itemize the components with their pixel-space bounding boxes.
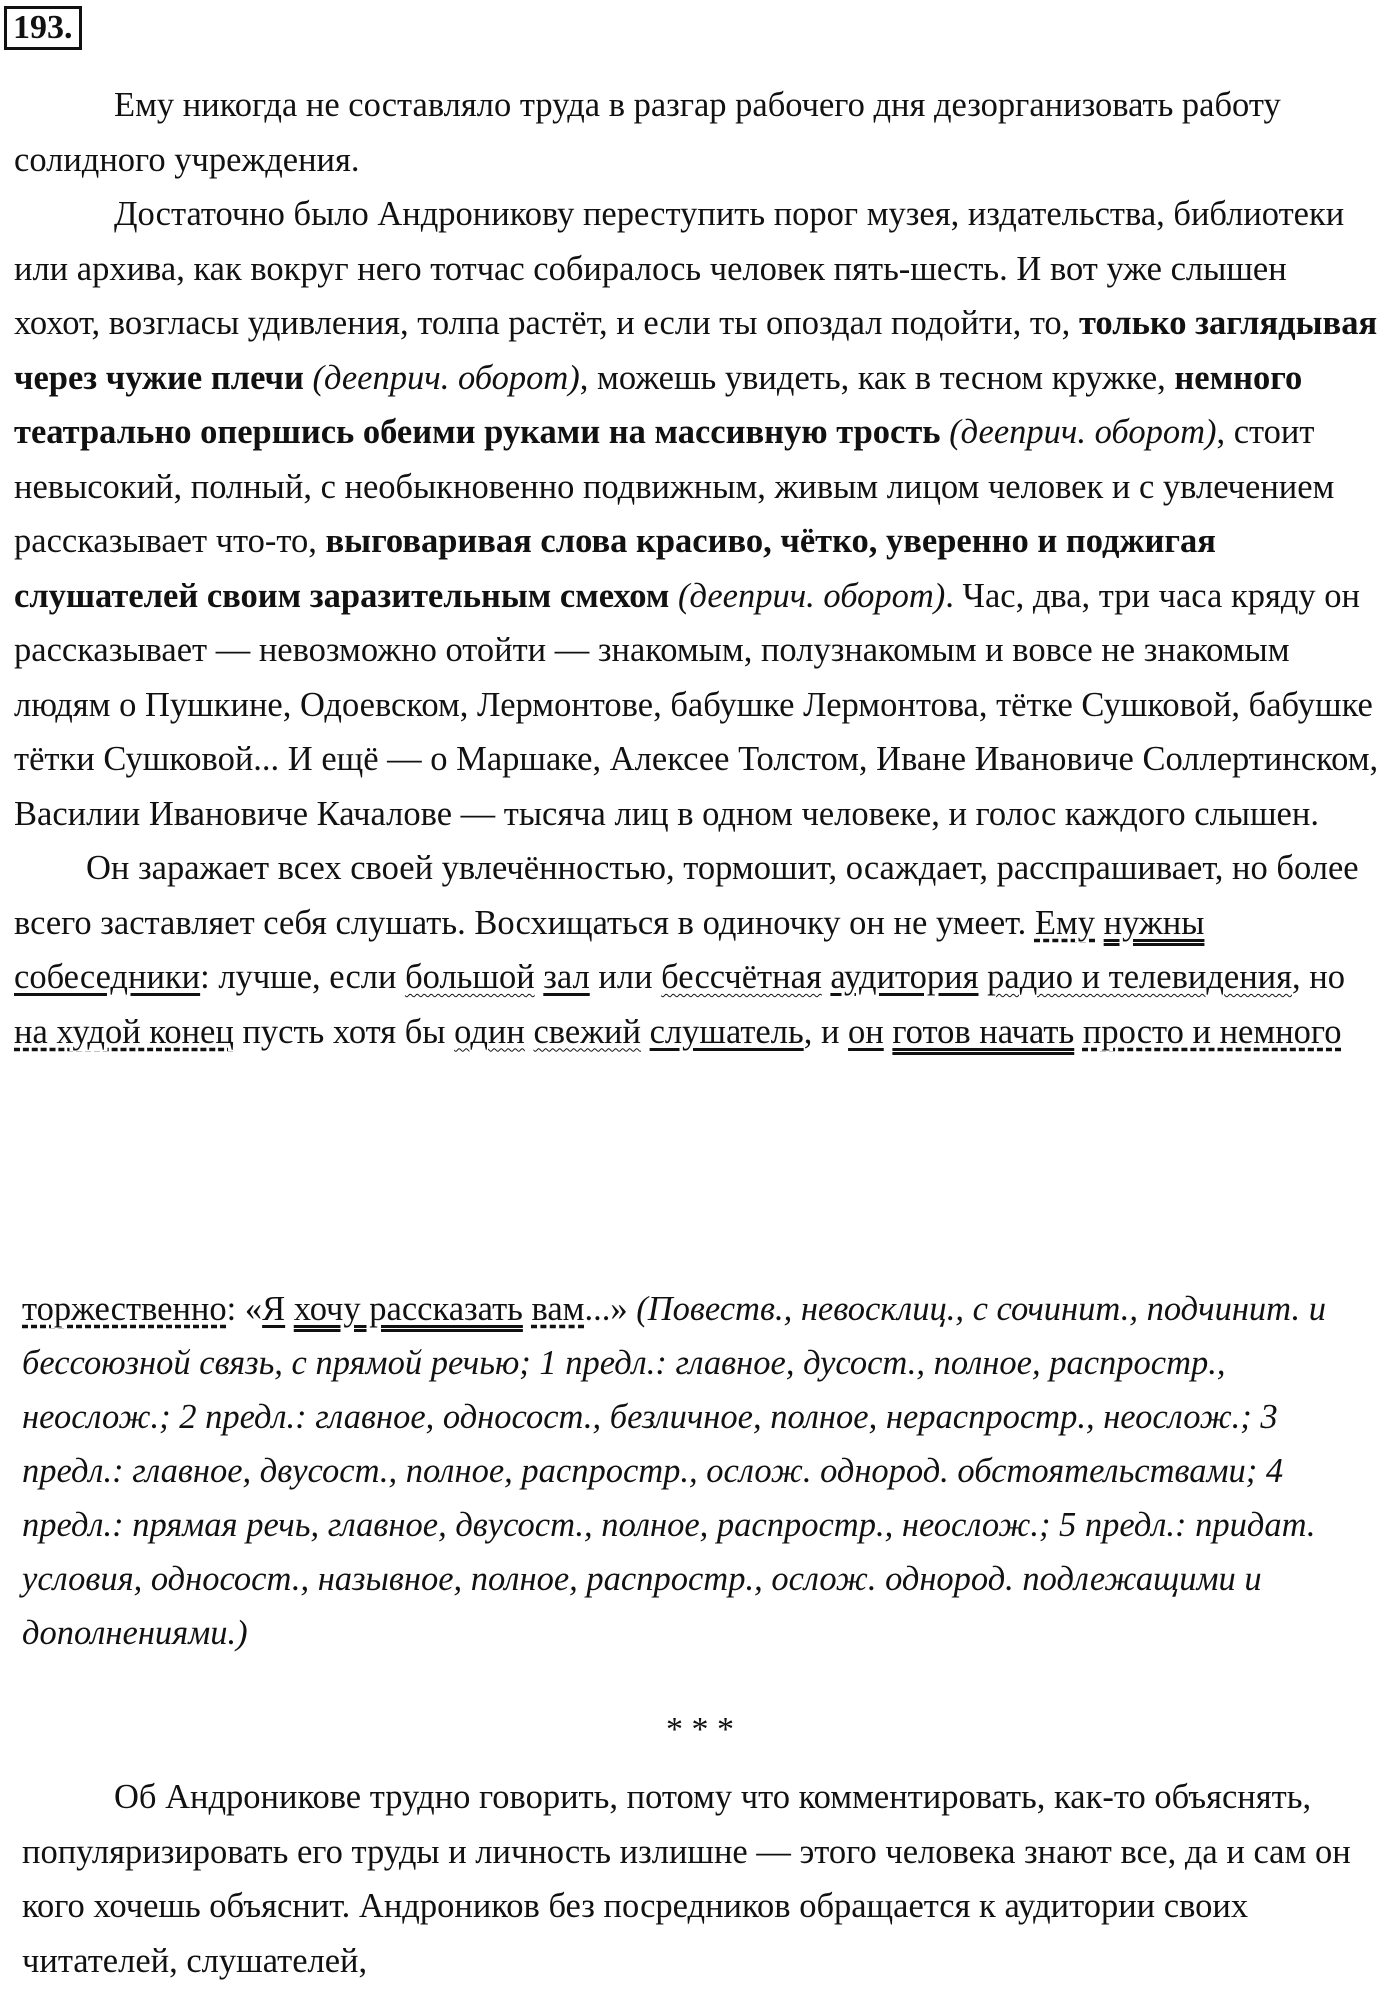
p3-text-1: Он заражает всех своей увлечённостью, тормошит, осаждает, расспрашивает, но более всего заставляет себя слушать. Восхищаться в одиночку он не умеет. xyxy=(14,849,1359,942)
word-gotov: готов начать xyxy=(892,1012,1075,1051)
paragraph-2 xyxy=(14,187,1380,841)
word-sobesedniki: собеседники xyxy=(14,958,201,996)
syntax-analysis: (Повеств., невосклиц., с сочинит., подчинит. и бессоюзной связь, с прямой речью; 1 предл.: главное, дусост., полное, распростр., неослож.; 2 предл.: главное, односост., безличное, полное, нераспростр., неослож.; 3 предл.: главное, двусост., полное, распростр., ослож. однород. обстоятельствами; 4 предл.: прямая речь, главное, двусост., полное, распростр., неослож.; 5 предл.: придат. условия, односост., назывное, полное, распростр., ослож. однород. подлежащими и дополнениями.) xyxy=(22,1290,1327,1652)
p2-note-3: (дееприч. оборот) xyxy=(669,576,946,615)
p2-note-2: (дееприч. оборот) xyxy=(940,413,1217,451)
exercise-number: 193. xyxy=(4,6,82,50)
word-bolshoy: большой xyxy=(405,958,535,996)
main-text xyxy=(14,78,1380,1059)
word-besschetnaya: бессчётная xyxy=(661,958,822,996)
word-radio: радио и телевидения xyxy=(987,958,1292,996)
word-vam: вам xyxy=(531,1290,585,1328)
word-odin: один xyxy=(454,1012,525,1051)
second-text xyxy=(22,1770,1380,1988)
word-zal: зал xyxy=(543,958,590,996)
p2-text-1: Достаточно было Андроникову переступить порог музея, издательства, библиотеки или архива, как вокруг него тотчас собиралось человек пять-шесть. И вот уже слышен хохот, возгласы удивления, толпа растёт, и если ты опоздал подойти, то, xyxy=(14,195,1345,342)
word-auditoriya: аудитория xyxy=(830,958,979,996)
word-ya: Я xyxy=(262,1290,286,1328)
word-torzhestvenno: торжественно xyxy=(22,1290,227,1328)
word-svezhiy: свежий xyxy=(533,1012,641,1051)
p3-text-8: ...» xyxy=(584,1290,637,1328)
p3-text-3: или xyxy=(589,958,662,996)
word-slushatel: слушатель xyxy=(649,1012,804,1051)
word-nuzhny: нужны xyxy=(1103,903,1205,942)
p2-note-1: (дееприч. оборот) xyxy=(303,358,580,397)
p2-text-3: , стоит невысокий, полный, с необыкновенно подвижным, живым лицом человек и с увлечением рассказывает что-то, xyxy=(14,413,1335,560)
word-emu: Ему xyxy=(1034,903,1096,942)
p3-text-5: пусть хотя бы xyxy=(233,1012,455,1051)
p3-text-4: , но xyxy=(1292,958,1345,996)
section-separator: * * * xyxy=(666,1711,734,1748)
p2-text-2: , можешь увидеть, как в тесном кружке, xyxy=(579,358,1175,397)
paragraph-4: Об Андроникове трудно говорить, потому что комментировать, как-то объяснять, популяризировать его труды и личность излишне — этого человека знают все, да и сам он кого хочешь объяснит. Андроников без посредников обращается к аудитории своих читателей, слушателей, xyxy=(22,1778,1351,1980)
word-on: он xyxy=(848,1012,884,1051)
paragraph-3 xyxy=(14,841,1380,1059)
p2-bold-2: немного театрально опершись обеими руками на массивную трость xyxy=(14,358,1303,451)
word-prosto: просто и немного xyxy=(1082,1012,1342,1051)
p2-bold-1: только заглядывая через чужие плечи xyxy=(14,304,1378,397)
p3-text-6: , и xyxy=(803,1012,849,1051)
analysis-block xyxy=(22,1282,1380,1660)
word-khochu: хочу рассказать xyxy=(293,1290,523,1328)
word-nakhudoy: на худой конец xyxy=(14,1012,234,1051)
paragraph-1: Ему никогда не составляло труда в разгар рабочего дня дезорганизовать работу солидного учреждения. xyxy=(14,86,1281,179)
p3-text-2: : лучше, если xyxy=(200,958,406,996)
p2-bold-3: выговаривая слова красиво, чётко, уверенно и поджигая слушателей своим заразительным смехом xyxy=(14,522,1216,615)
p3-text-7: : « xyxy=(226,1290,263,1328)
p2-text-4: . Час, два, три часа кряду он рассказывает — невозможно отойти — знакомым, полузнакомым и вовсе не знакомым людям о Пушкине, Одоевском, Лермонтове, бабушке Лермонтова, тётке Сушковой, бабушке тётки Сушковой... И ещё — о Маршаке, Алексее Толстом, Иване Ивановиче Соллертинском, Василии Ивановиче Качалове — тысяча лиц в одном человеке, и голос каждого слышен. xyxy=(14,576,1379,833)
